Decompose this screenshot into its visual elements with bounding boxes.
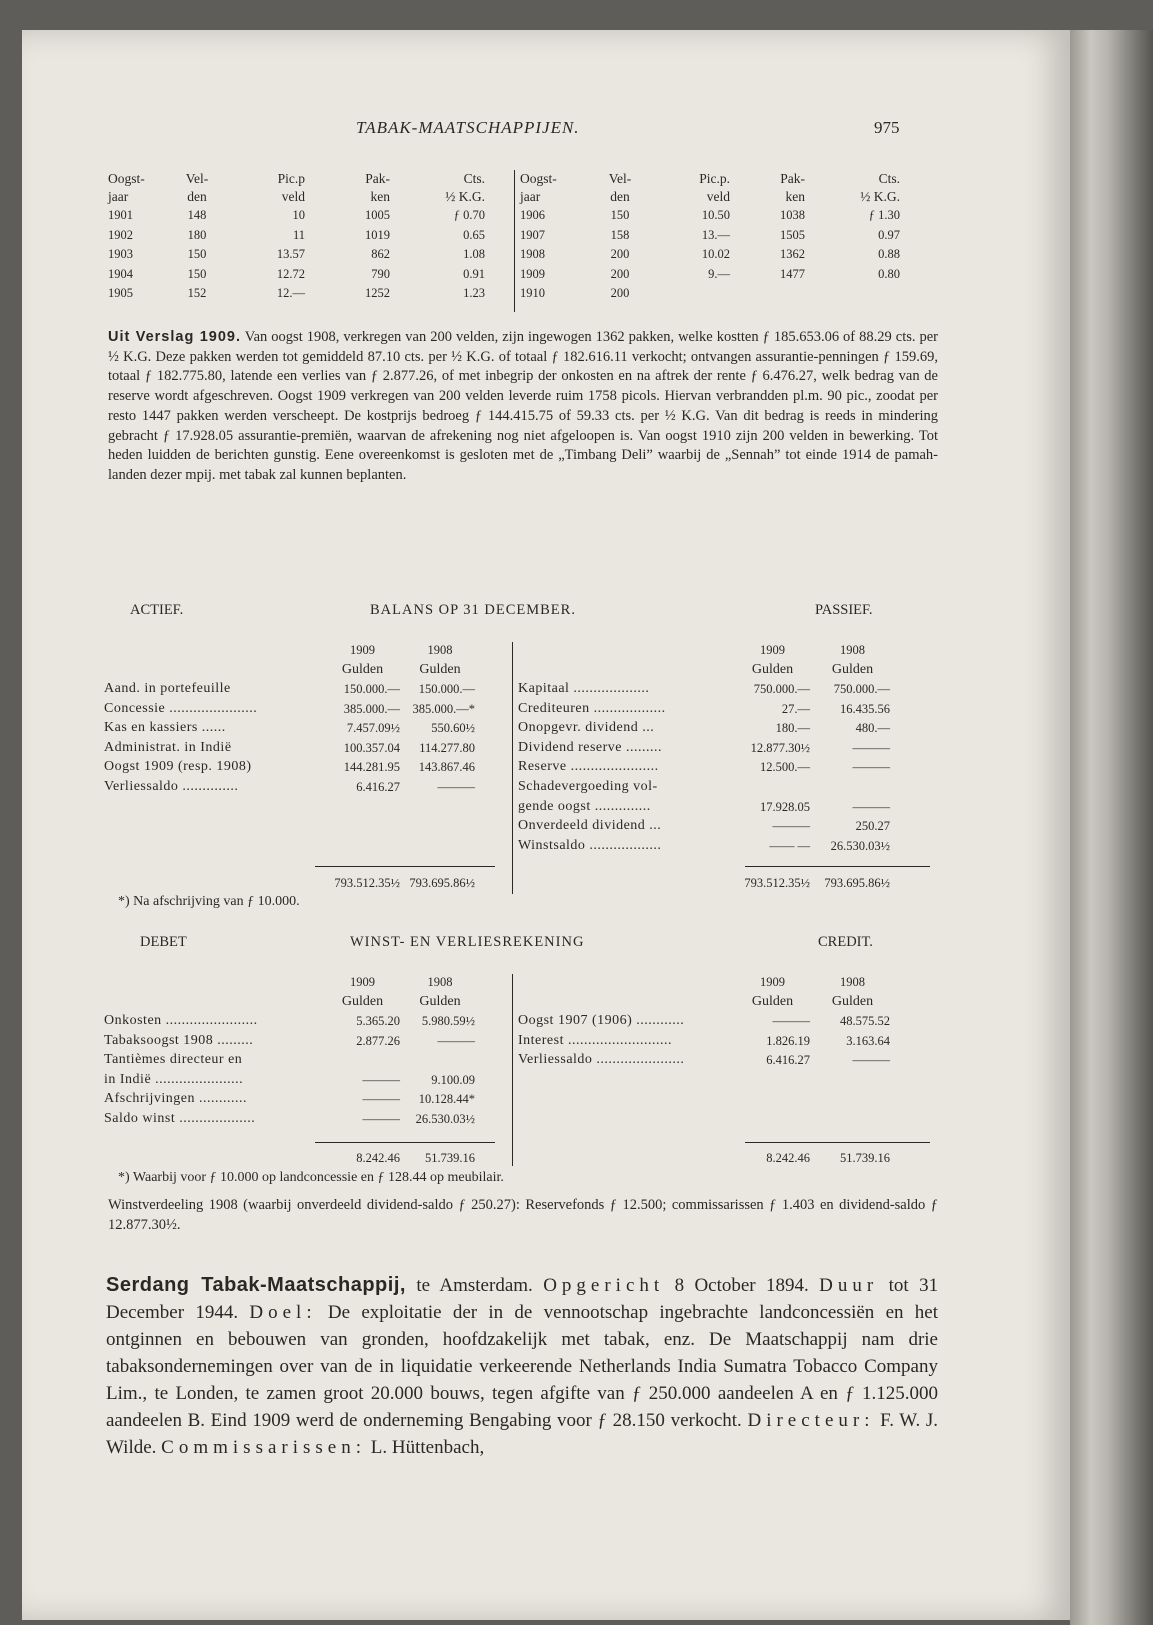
balance-total-rule-left <box>315 866 495 867</box>
table-header-cell: ½ K.G. <box>860 189 900 204</box>
ledger-value: 5.365.20 <box>356 1014 400 1028</box>
report-lead: Uit Verslag 1909. <box>108 329 242 345</box>
balance-total-rule-right <box>745 866 930 867</box>
ledger-label: in Indië ...................... <box>104 1071 244 1087</box>
pl-total-rule-left <box>315 1142 495 1143</box>
table-cell: 150 <box>187 266 207 281</box>
ledger-value: 2.877.26 <box>356 1033 400 1048</box>
year-header: 1908 <box>427 975 453 989</box>
ledger-value: 16.435.56 <box>840 701 890 716</box>
ledger-label: Crediteuren .................. <box>518 700 666 716</box>
table-cell: 1903 <box>108 247 133 261</box>
ledger-value: 9.100.09 <box>431 1072 475 1087</box>
table-cell: 158 <box>610 227 630 242</box>
table-cell: ƒ 1.30 <box>868 208 900 222</box>
ledger-value: 385.000.— <box>343 701 400 716</box>
table-header-cell: ken <box>785 189 805 204</box>
ledger-value: ——— <box>362 1112 400 1126</box>
table-header-cell: ken <box>370 189 390 204</box>
ledger-label: Verliessaldo ...................... <box>518 1052 685 1068</box>
table-cell: 1038 <box>780 208 805 222</box>
table-header-cell: jaar <box>108 189 129 204</box>
table-header-cell: Oogst- <box>520 171 557 186</box>
table-cell: ƒ 0.70 <box>453 208 485 222</box>
ledger-value: 12.500.— <box>760 760 810 775</box>
unit-header: Gulden <box>751 994 794 1009</box>
table-cell: 12.— <box>276 286 305 300</box>
ledger-value: ——— <box>852 1053 890 1068</box>
ledger-value: 150.000.— <box>418 682 475 696</box>
table-cell: 0.91 <box>463 266 485 281</box>
table-cell: 1910 <box>520 286 545 300</box>
report-paragraph <box>108 328 938 486</box>
ledger-value: ——— <box>362 1092 400 1107</box>
balance-footnote: *) Na afschrijving van ƒ 10.000. <box>118 894 300 909</box>
year-header: 1908 <box>840 975 865 989</box>
ledger-value: 750.000.— <box>753 682 810 696</box>
table-header-cell: den <box>187 189 207 204</box>
unit-header: Gulden <box>341 994 384 1009</box>
table-cell: 1905 <box>108 286 133 300</box>
ledger-value: 180.— <box>775 721 810 736</box>
unit-header: Gulden <box>751 662 794 677</box>
table-cell: 1.08 <box>463 247 485 261</box>
year-header: 1909 <box>350 975 375 989</box>
book-page-edge <box>1070 30 1153 1625</box>
table-header-cell: den <box>610 189 630 204</box>
ledger-value: 750.000.— <box>833 682 890 696</box>
ledger-value: 100.357.04 <box>343 740 400 755</box>
table-cell: 180 <box>187 227 207 242</box>
ledger-value: ——— <box>852 799 890 814</box>
ledger-value: 26.530.03½ <box>415 1112 475 1126</box>
ledger-label: Saldo winst ................... <box>104 1111 256 1126</box>
page-number: 975 <box>874 118 900 137</box>
ledger-value: ——— <box>437 1033 475 1048</box>
ledger-label: Concessie ...................... <box>104 700 258 716</box>
pl-total-rule-right <box>745 1142 930 1143</box>
ledger-label: Aand. in portefeuille <box>104 681 231 696</box>
table-cell: 200 <box>610 266 630 281</box>
ledger-value: 143.867.46 <box>418 760 475 775</box>
founded-label: Opgericht <box>543 1275 665 1296</box>
table-header-cell: Pak- <box>780 171 805 186</box>
duration-label: Duur <box>819 1275 879 1296</box>
balance-left-title: ACTIEF. <box>130 602 184 618</box>
ledger-value: 5.980.59½ <box>421 1014 475 1028</box>
table-header-cell: veld <box>281 189 305 204</box>
ledger-value: ——— <box>852 760 890 775</box>
ledger-value: 17.928.05 <box>760 799 810 814</box>
table-cell: 10 <box>292 208 305 222</box>
ledger-label: Administrat. in Indië <box>104 739 232 755</box>
ledger-value: ——— <box>772 819 810 834</box>
ledger-label: Dividend reserve ......... <box>518 739 663 755</box>
table-header-cell: Pic.p <box>277 171 305 186</box>
ledger-label: Winstsaldo .................. <box>518 837 662 853</box>
table-cell: 0.88 <box>878 247 900 261</box>
table-cell: 13.— <box>701 227 730 242</box>
table-cell: 148 <box>187 208 207 222</box>
year-header: 1909 <box>350 643 375 657</box>
table-cell: 1908 <box>520 247 545 261</box>
ledger-value: 26.530.03½ <box>830 838 890 853</box>
unit-header: Gulden <box>419 662 461 677</box>
table-cell: 1019 <box>365 227 390 242</box>
table-cell: 790 <box>371 266 390 281</box>
pl-left-title: DEBET <box>140 934 187 950</box>
ledger-value: ——— <box>437 780 475 794</box>
serdang-entry <box>106 1272 938 1461</box>
ledger-value: 250.27 <box>855 819 890 834</box>
table-cell: 150 <box>610 208 630 222</box>
table-header-cell: Cts. <box>463 171 485 186</box>
report-text: Van oogst 1908, verkregen van 200 velden, zijn ingewogen 1362 pakken, welke kostten ƒ 185.653.06 of 88.29 cts. per ½ K.G. Deze pakken werden tot gemiddeld 87.10 cts. per ½ K.G. of totaal ƒ 182.616.11 verkocht; ontvangen assurantie-penningen ƒ 159.69, totaal ƒ 182.775.80, latende een verlies van ƒ 2.877.26, of met inbegrip der onkosten en na aftrek der rente ƒ 6.476.27, welk bedrag van de reserve wordt afgeschreven. Oogst 1909 verkregen van 200 velden leverde ruim 1758 picols. Hiervan verbrandden pl.m. 90 pic., zoodat per resto 1447 pakken werden verscheept. De kostprijs bedroeg ƒ 144.415.75 of 59.33 cts. per ½ K.G. Van dit bedrag is reeds in mindering gebracht ƒ 17.928.05 assurantie-premiën, waarvan de afrekening nog niet afgeloopen is. Van oogst 1910 zijn 200 velden in bewerking. Tot heden luidden de berichten gunstig. Eene overeenkomst is gesloten met de „Timbang Deli” waarbij de „Sennah” tot einde 1914 de pamah-landen dezer mpij. met tabak zal kunnen beplanten. <box>108 329 938 483</box>
table-cell: 200 <box>610 247 630 261</box>
table-cell: 0.97 <box>878 227 900 242</box>
table-header-cell: Oogst- <box>108 171 145 186</box>
ledger-label: Onverdeeld dividend ... <box>518 818 662 834</box>
table-cell: 1904 <box>108 266 133 281</box>
duration-text: tot 31 December 1944. <box>106 1275 939 1323</box>
ledger-label: Onopgevr. dividend ... <box>518 720 655 736</box>
table-cell: 1362 <box>780 247 805 261</box>
ledger-value: 480.— <box>855 721 890 736</box>
ledger-value: 27.— <box>781 701 810 716</box>
table-header-cell: jaar <box>520 189 541 204</box>
table-cell: 200 <box>610 286 630 300</box>
ledger-value: —— — <box>769 838 810 853</box>
year-header: 1908 <box>840 643 865 657</box>
ledger-value: 150.000.— <box>343 682 400 696</box>
table-cell: 1252 <box>365 286 390 300</box>
ledger-total: 793.695.86½ <box>824 876 890 890</box>
table-cell: 1005 <box>365 208 390 222</box>
unit-header: Gulden <box>831 994 874 1009</box>
table-cell: 9.— <box>708 266 730 281</box>
ledger-total: 51.739.16 <box>425 1151 475 1165</box>
ledger-total: 8.242.46 <box>766 1151 810 1165</box>
ledger-label: Kapitaal ................... <box>518 681 650 696</box>
director-label: Directeur: <box>747 1410 875 1431</box>
ledger-value: 385.000.—* <box>412 701 475 716</box>
ledger-label: Interest .......................... <box>518 1032 672 1048</box>
ledger-value: ——— <box>772 1014 810 1028</box>
table-header-cell: ½ K.G. <box>445 189 485 204</box>
profit-distribution: Winstverdeeling 1908 (waarbij onverdeeld dividend-saldo ƒ 250.27): Reservefonds ƒ 12.500; commissarissen ƒ 1.403 en dividend-saldo ƒ 12.877.30½. <box>108 1197 938 1233</box>
ledger-total: 51.739.16 <box>840 1151 890 1165</box>
table-header-cell: veld <box>706 189 730 204</box>
ledger-value: 114.277.80 <box>419 740 475 755</box>
ledger-total: 8.242.46 <box>356 1151 400 1165</box>
table-cell: 10.50 <box>701 208 730 222</box>
table-cell: 1909 <box>520 266 545 281</box>
table-cell: 1477 <box>780 266 805 281</box>
ledger-label: gende oogst .............. <box>518 798 651 814</box>
ledger-value: 12.877.30½ <box>750 740 810 755</box>
table-header-cell: Vel- <box>608 171 632 186</box>
ledger-label: Verliessaldo .............. <box>104 779 239 794</box>
table-cell: 1901 <box>108 208 133 222</box>
ledger-value: 550.60½ <box>431 721 475 736</box>
company-name: Serdang Tabak-Maatschappij, <box>106 1274 406 1296</box>
table-cell: 12.72 <box>276 266 305 281</box>
ledger-value: 144.281.95 <box>343 760 400 775</box>
ledger-value: ——— <box>362 1072 400 1087</box>
ledger-total: 793.512.35½ <box>334 876 400 890</box>
commissioners-label: Commissarissen: <box>161 1437 367 1458</box>
ledger-value: 7.457.09½ <box>346 721 400 736</box>
goal-text: De exploitatie der in de vennootschap ingebrachte landconcessiën en het ontginnen en bebouwen van gronden, hoofdzakelijk met tabak, enz. De Maatschappij nam drie tabaksondernemingen over van de in liquidatie verkeerende Netherlands India Sumatra Tobacco Company Lim., te Londen, te zamen groot 20.000 bouws, tegen afgifte van ƒ 250.000 aandeelen A en ƒ 1.125.000 aandeelen B. Eind 1909 werd de onderneming Bengabing voor ƒ 28.150 verkocht. <box>106 1302 939 1431</box>
pl-title: WINST- EN VERLIESREKENING <box>350 934 585 950</box>
ledger-label: Tabaksoogst 1908 ......... <box>104 1032 254 1048</box>
ledger-label: Oogst 1907 (1906) ............ <box>518 1013 685 1028</box>
table-header-cell: Pic.p. <box>699 171 730 186</box>
ledger-value: 1.826.19 <box>766 1033 810 1048</box>
balance-right-title: PASSIEF. <box>815 602 873 618</box>
year-header: 1908 <box>427 643 453 657</box>
ledger-label: Afschrijvingen ............ <box>104 1091 247 1107</box>
founded-text: 8 October 1894. <box>674 1275 809 1296</box>
ledger-label: Oogst 1909 (resp. 1908) <box>104 759 252 775</box>
ledger-total: 793.695.86½ <box>409 876 475 890</box>
ledger-value: 6.416.27 <box>766 1053 810 1068</box>
ledger-value: 10.128.44* <box>418 1092 475 1107</box>
ledger-label: Tantièmes directeur en <box>104 1052 243 1068</box>
table-cell: 1.23 <box>463 286 485 300</box>
table-cell: 13.57 <box>276 247 305 261</box>
year-header: 1909 <box>760 643 785 657</box>
pl-divider <box>512 974 513 1166</box>
pl-footnote: *) Waarbij voor ƒ 10.000 op landconcessie en ƒ 128.44 op meubilair. <box>118 1170 504 1185</box>
unit-header: Gulden <box>831 662 874 677</box>
table-cell: 152 <box>187 286 207 300</box>
ledger-value: 3.163.64 <box>846 1033 890 1048</box>
table-divider <box>514 170 515 312</box>
ledger-value: 48.575.52 <box>840 1014 890 1028</box>
company-location: te Amsterdam. <box>416 1275 533 1296</box>
goal-label: Doel: <box>249 1302 317 1323</box>
ledger-value: ——— <box>852 740 890 755</box>
table-cell: 0.65 <box>463 227 485 242</box>
table-cell: 11 <box>292 227 305 242</box>
table-cell: 1505 <box>780 227 805 242</box>
ledger-label: Reserve ...................... <box>518 759 659 775</box>
ledger-label: Schadevergoeding vol- <box>518 779 658 794</box>
balance-title: BALANS OP 31 DECEMBER. <box>370 602 576 618</box>
table-header-cell: Pak- <box>365 171 390 186</box>
table-cell: 1907 <box>520 227 545 242</box>
table-header-cell: Cts. <box>878 171 900 186</box>
balance-divider <box>512 642 513 894</box>
commissioners-text: L. Hüttenbach, <box>370 1437 485 1458</box>
ledger-label: Onkosten ....................... <box>104 1013 258 1028</box>
table-cell: 150 <box>187 247 207 261</box>
ledger-label: Kas en kassiers ...... <box>104 720 226 736</box>
ledger-value: 6.416.27 <box>356 780 400 794</box>
director-text: F. W. J. Wilde. <box>106 1410 939 1458</box>
table-cell: 10.02 <box>701 247 730 261</box>
unit-header: Gulden <box>419 994 461 1009</box>
running-header: TABAK-MAATSCHAPPIJEN. <box>356 118 580 137</box>
pl-right-title: CREDIT. <box>818 934 873 950</box>
table-cell: 1902 <box>108 227 133 242</box>
table-cell: 0.80 <box>878 266 900 281</box>
unit-header: Gulden <box>341 662 384 677</box>
year-header: 1909 <box>760 975 785 989</box>
table-header-cell: Vel- <box>185 171 209 186</box>
ledger-total: 793.512.35½ <box>744 876 810 890</box>
table-cell: 1906 <box>520 208 545 222</box>
table-cell: 862 <box>371 247 390 261</box>
